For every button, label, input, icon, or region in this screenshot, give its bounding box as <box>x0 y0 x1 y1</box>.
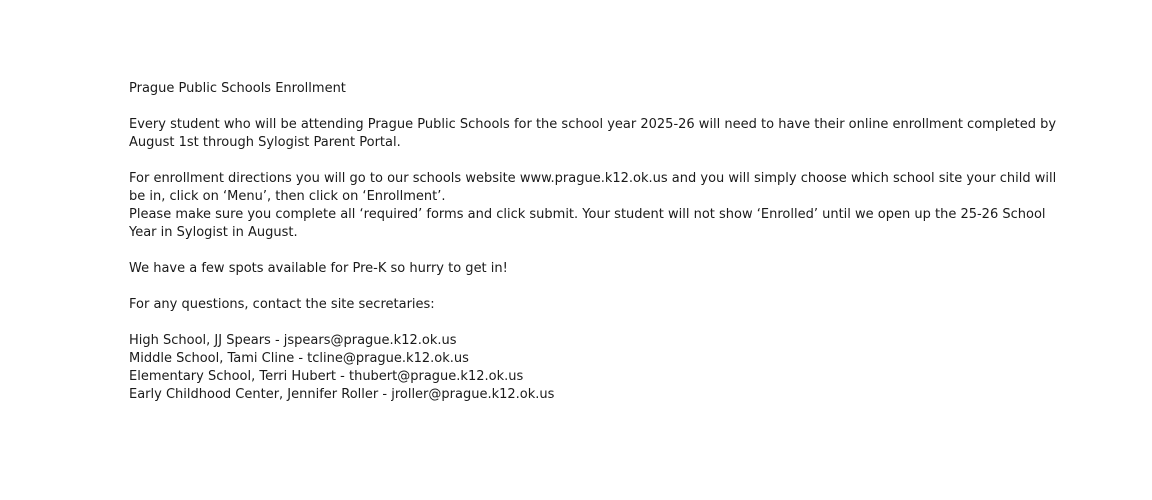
pre-k-paragraph: We have a few spots available for Pre-K so hurry to get in! <box>129 261 508 276</box>
spacer <box>129 314 1059 332</box>
document-title: Prague Public Schools Enrollment <box>129 81 346 96</box>
required-forms-paragraph: Please make sure you complete all ‘required’ forms and click submit. Your student will not show ‘Enrolled’ until we open up the 25-26 School Year in Sylogist in August. <box>129 207 1046 240</box>
spacer <box>129 98 1059 116</box>
enrollment-directions-paragraph: For enrollment directions you will go to our schools website www.prague.k12.ok.us and you will simply choose which school site your child will be in, click on ‘Menu’, then click on ‘Enrollment’. <box>129 171 1057 204</box>
contact-elementary-school: Elementary School, Terri Hubert - thubert@prague.k12.ok.us <box>129 369 524 384</box>
contact-high-school: High School, JJ Spears - jspears@prague.k12.ok.us <box>129 333 457 348</box>
questions-paragraph: For any questions, contact the site secretaries: <box>129 297 435 312</box>
contact-list <box>129 332 1059 404</box>
enrollment-deadline-paragraph: Every student who will be attending Prague Public Schools for the school year 2025-26 will need to have their online enrollment completed by August 1st through Sylogist Parent Portal. <box>129 117 1057 150</box>
spacer <box>129 242 1059 260</box>
document-body <box>129 80 1059 404</box>
contact-early-childhood-center: Early Childhood Center, Jennifer Roller - jroller@prague.k12.ok.us <box>129 387 555 402</box>
contact-middle-school: Middle School, Tami Cline - tcline@prague.k12.ok.us <box>129 351 469 366</box>
spacer <box>129 152 1059 170</box>
spacer <box>129 278 1059 296</box>
